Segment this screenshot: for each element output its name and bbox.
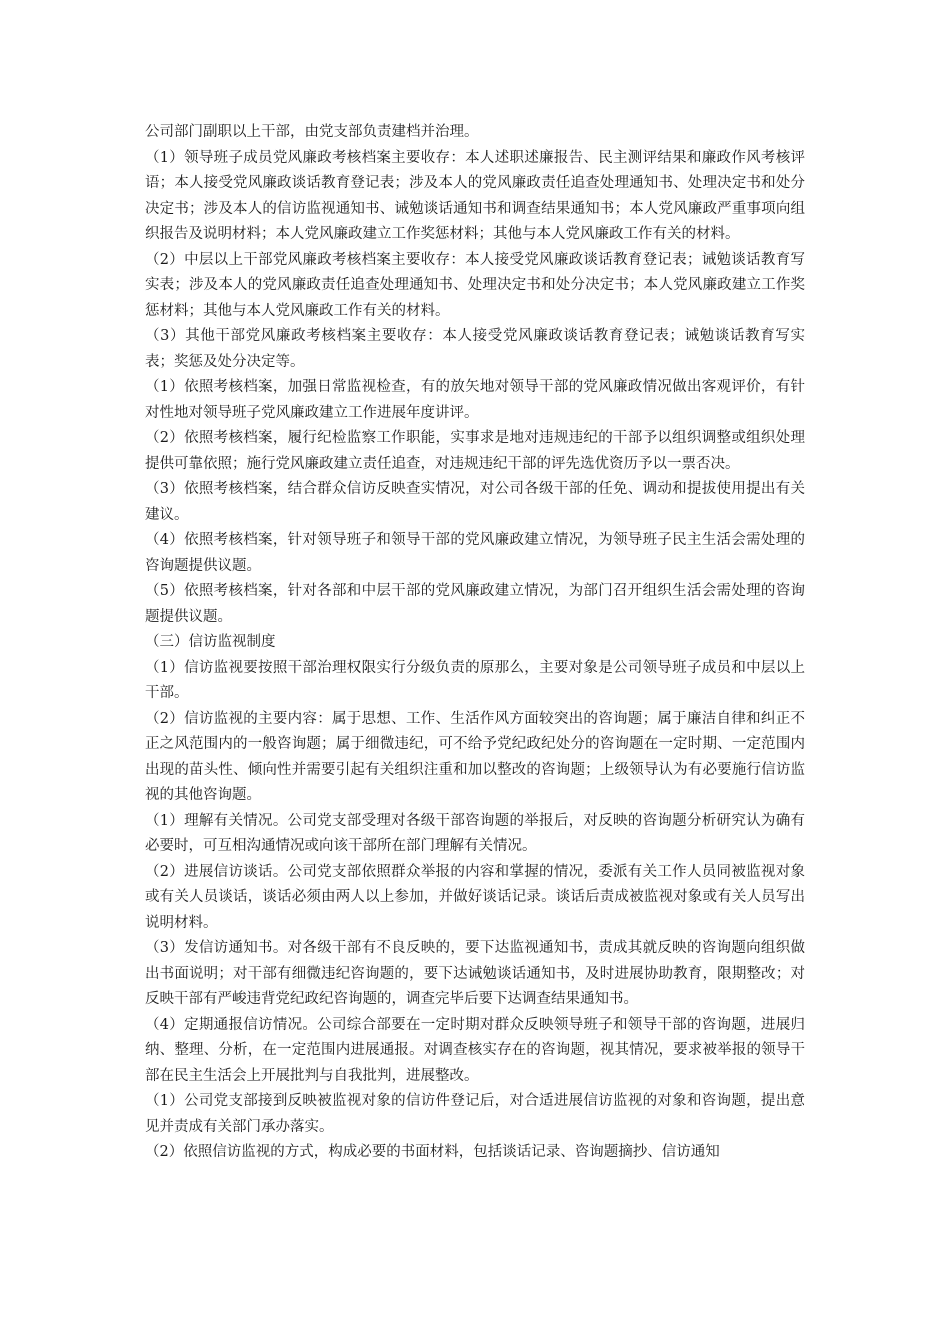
paragraph: 公司部门副职以上干部，由党支部负责建档并治理。 [145, 124, 479, 140]
document-body [145, 120, 805, 1166]
paragraph: （4）定期通报信访情况。公司综合部要在一定时期对群众反映领导班子和领导干部的咨询题，进展归纳、整理、分析，在一定范围内进展通报。对调查核实存在的咨询题，视其情况，要求被举报的领导干部在民主生活会上开展批判与自我批判，进展整改。 [145, 1016, 805, 1084]
paragraph: （3）依照考核档案，结合群众信访反映查实情况，对公司各级干部的任免、调动和提拔使用提出有关建议。 [145, 481, 805, 523]
paragraph: （2）依照信访监视的方式，构成必要的书面材料，包括谈话记录、咨询题摘抄、信访通知 [145, 1144, 720, 1160]
paragraph: （5）依照考核档案，针对各部和中层干部的党风廉政建立情况，为部门召开组织生活会需处理的咨询题提供议题。 [145, 583, 805, 625]
paragraph: （2）进展信访谈话。公司党支部依照群众举报的内容和掌握的情况，委派有关工作人员同被监视对象或有关人员谈话，谈话必须由两人以上参加，并做好谈话记录。谈话后责成被监视对象或有关人员写出说明材料。 [145, 863, 805, 931]
paragraph: （1）公司党支部接到反映被监视对象的信访件登记后，对合适进展信访监视的对象和咨询题，提出意见并责成有关部门承办落实。 [145, 1093, 805, 1135]
paragraph: （1）理解有关情况。公司党支部受理对各级干部咨询题的举报后，对反映的咨询题分析研究认为确有必要时，可互相沟通情况或向该干部所在部门理解有关情况。 [145, 812, 805, 854]
paragraph: （1）信访监视要按照干部治理权限实行分级负责的原那么，主要对象是公司领导班子成员和中层以上干部。 [145, 659, 805, 701]
paragraph: （2）依照考核档案，履行纪检监察工作职能，实事求是地对违规违纪的干部予以组织调整或组织处理提供可靠依照；施行党风廉政建立责任追查，对违规违纪干部的评先选优资历予以一票否决。 [145, 430, 805, 472]
paragraph: （1）依照考核档案，加强日常监视检查，有的放矢地对领导干部的党风廉政情况做出客观评价，有针对性地对领导班子党风廉政建立工作进展年度讲评。 [145, 379, 805, 421]
paragraph: （2）信访监视的主要内容：属于思想、工作、生活作风方面较突出的咨询题；属于廉洁自律和纠正不正之风范围内的一般咨询题；属于细微违纪，可不给予党纪政纪处分的咨询题在一定时期、一定范围内出现的苗头性、倾向性并需要引起有关组织注重和加以整改的咨询题；上级领导认为有必要施行信访监视的其他咨询题。 [145, 710, 805, 803]
paragraph: （1）领导班子成员党风廉政考核档案主要收存：本人述职述廉报告、民主测评结果和廉政作风考核评语；本人接受党风廉政谈话教育登记表；涉及本人的党风廉政责任追查处理通知书、处理决定书和处分决定书；涉及本人的信访监视通知书、诫勉谈话通知书和调查结果通知书；本人党风廉政严重事项向组织报告及说明材料；本人党风廉政建立工作奖惩材料；其他与本人党风廉政工作有关的材料。 [145, 149, 805, 242]
paragraph: （2）中层以上干部党风廉政考核档案主要收存：本人接受党风廉政谈话教育登记表；诫勉谈话教育写实表；涉及本人的党风廉政责任追查处理通知书、处理决定书和处分决定书；本人党风廉政建立工作奖惩材料；其他与本人党风廉政工作有关的材料。 [145, 251, 805, 319]
paragraph: （3）其他干部党风廉政考核档案主要收存：本人接受党风廉政谈话教育登记表；诫勉谈话教育写实表；奖惩及处分决定等。 [145, 328, 805, 370]
paragraph: （3）发信访通知书。对各级干部有不良反映的，要下达监视通知书，责成其就反映的咨询题向组织做出书面说明；对干部有细微违纪咨询题的，要下达诫勉谈话通知书，及时进展协助教育，限期整改；对反映干部有严峻违背党纪政纪咨询题的，调查完毕后要下达调查结果通知书。 [145, 940, 805, 1007]
section-heading: （三）信访监视制度 [145, 634, 276, 650]
paragraph: （4）依照考核档案，针对领导班子和领导干部的党风廉政建立情况，为领导班子民主生活会需处理的咨询题提供议题。 [145, 532, 805, 574]
